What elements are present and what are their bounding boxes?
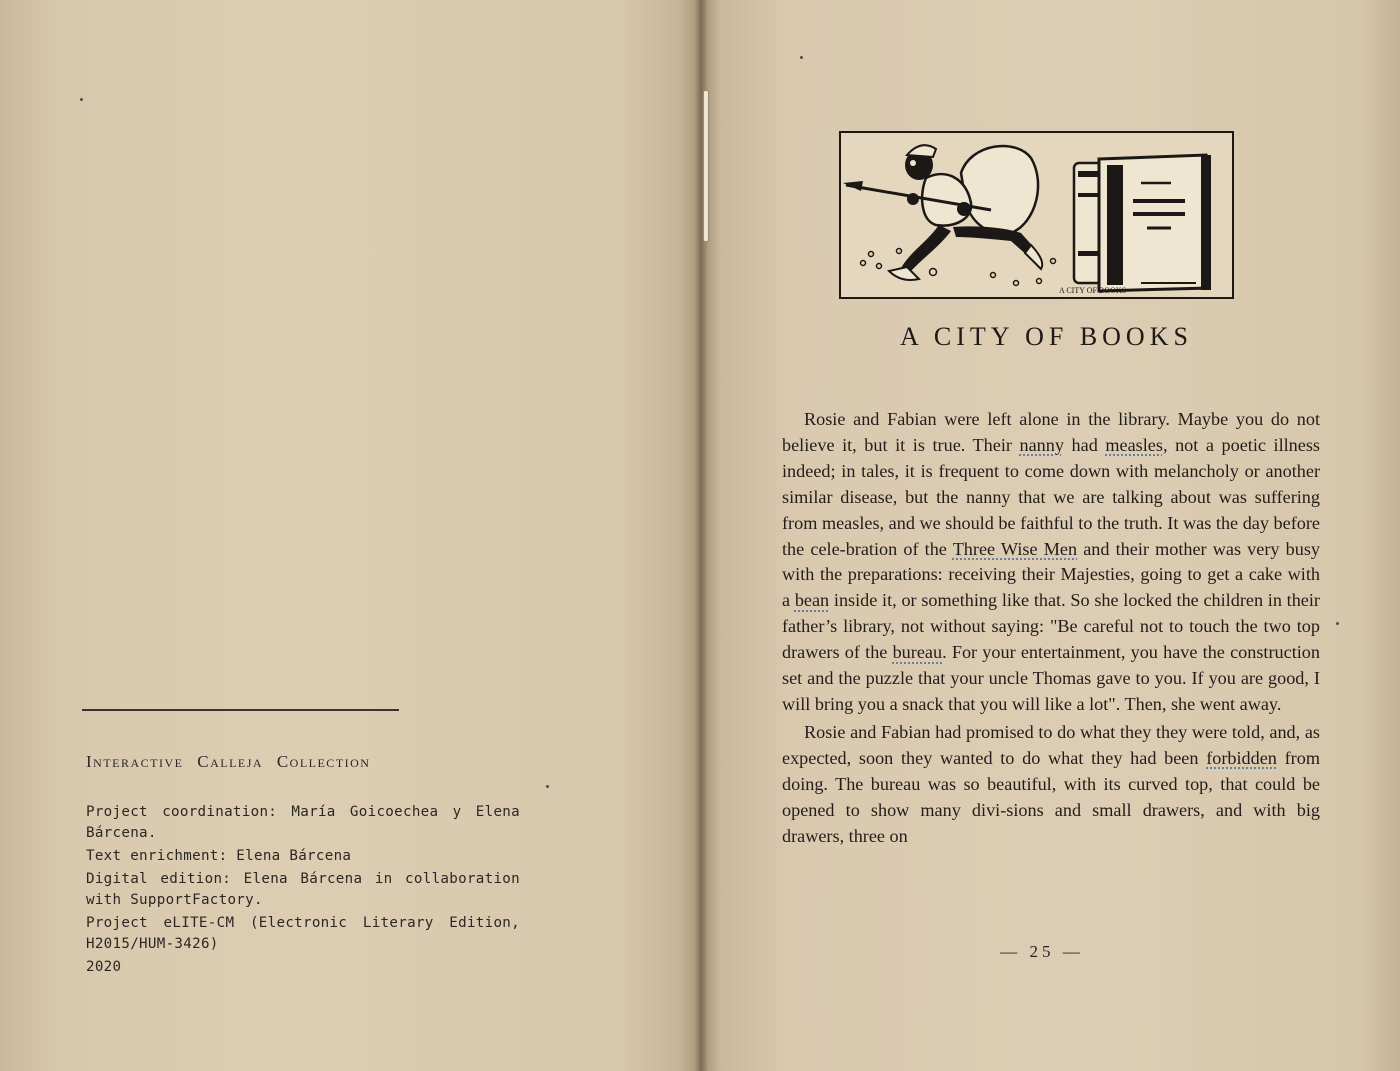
paragraph-2 <box>782 720 1320 850</box>
chapter-illustration <box>839 131 1234 299</box>
colophon-credits <box>86 802 520 980</box>
illustration-caption: A CITY OF BOOKS <box>1059 286 1127 295</box>
text-run: Rosie and Fabian were left alone in the library. Maybe you do not believe it, but it is true. Their <box>782 409 1320 455</box>
paragraph-1 <box>782 407 1320 718</box>
text-run: Rosie and Fabian had promised to do what they they were told, and, as expected, soon they wanted to do what they had been <box>782 721 1320 768</box>
credit-year: 2020 <box>86 959 122 975</box>
gloss-link-measles[interactable]: measles <box>1105 434 1163 455</box>
credit-enrichment: Text enrichment: Elena Bárcena <box>86 848 352 864</box>
chapter-text <box>782 407 1320 849</box>
paper-speck <box>1336 622 1339 625</box>
text-run: . For your entertainment, you have the construction set and the puzzle that your uncle Thomas gave to you. If you are good, I will bring you a snack that you will like a lot". Then, she went away. <box>782 642 1320 714</box>
credit-coordination: Project coordination: María Goicoechea y Elena Bárcena. <box>86 804 520 841</box>
running-figure-and-book-illustration <box>841 133 1231 296</box>
chapter-title: A CITY OF BOOKS <box>900 322 1193 351</box>
gloss-link-bureau[interactable]: bureau <box>892 642 943 663</box>
credit-digital-edition: Digital edition: Elena Bárcena in collaboration with SupportFactory. <box>86 871 520 908</box>
paper-speck <box>546 785 549 788</box>
text-run: inside it, or something like that. So she locked the children in their father’s library, not without saying: "Be careful not to touch the two top drawers of the <box>782 590 1320 663</box>
text-run: and their mother was very busy with the preparations: receiving their Majesties, going to get a cake with a <box>782 538 1320 611</box>
colophon-divider <box>82 709 399 711</box>
text-run: , not a poetic illness indeed; in tales, it is frequent to come down with melancholy or another similar disease, but the nanny that we are talking about was suffering from measles, and we should be faithful to the truth. It was the day before the cele-bration of the <box>782 434 1321 559</box>
page-number: — 25 — <box>1000 942 1084 961</box>
gloss-link-bean[interactable]: bean <box>794 590 830 611</box>
binding-stitch <box>703 90 709 242</box>
credit-project: Project eLITE-CM (Electronic Literary Edition, H2015/HUM-3426) <box>86 915 520 952</box>
collection-title: Interactive Calleja Collection <box>86 752 371 771</box>
gloss-link-nanny[interactable]: nanny <box>1019 434 1064 455</box>
text-run: had <box>1063 434 1106 455</box>
gloss-link-three-wise-men[interactable]: Three Wise Men <box>952 538 1078 559</box>
text-run: from doing. The bureau was so beautiful, with its curved top, that could be opened to show many divi-sions and small drawers, and with big drawers, three on <box>782 747 1320 846</box>
paper-speck <box>80 98 83 101</box>
gloss-link-forbidden[interactable]: forbidden <box>1206 747 1277 768</box>
paper-speck <box>800 56 803 59</box>
